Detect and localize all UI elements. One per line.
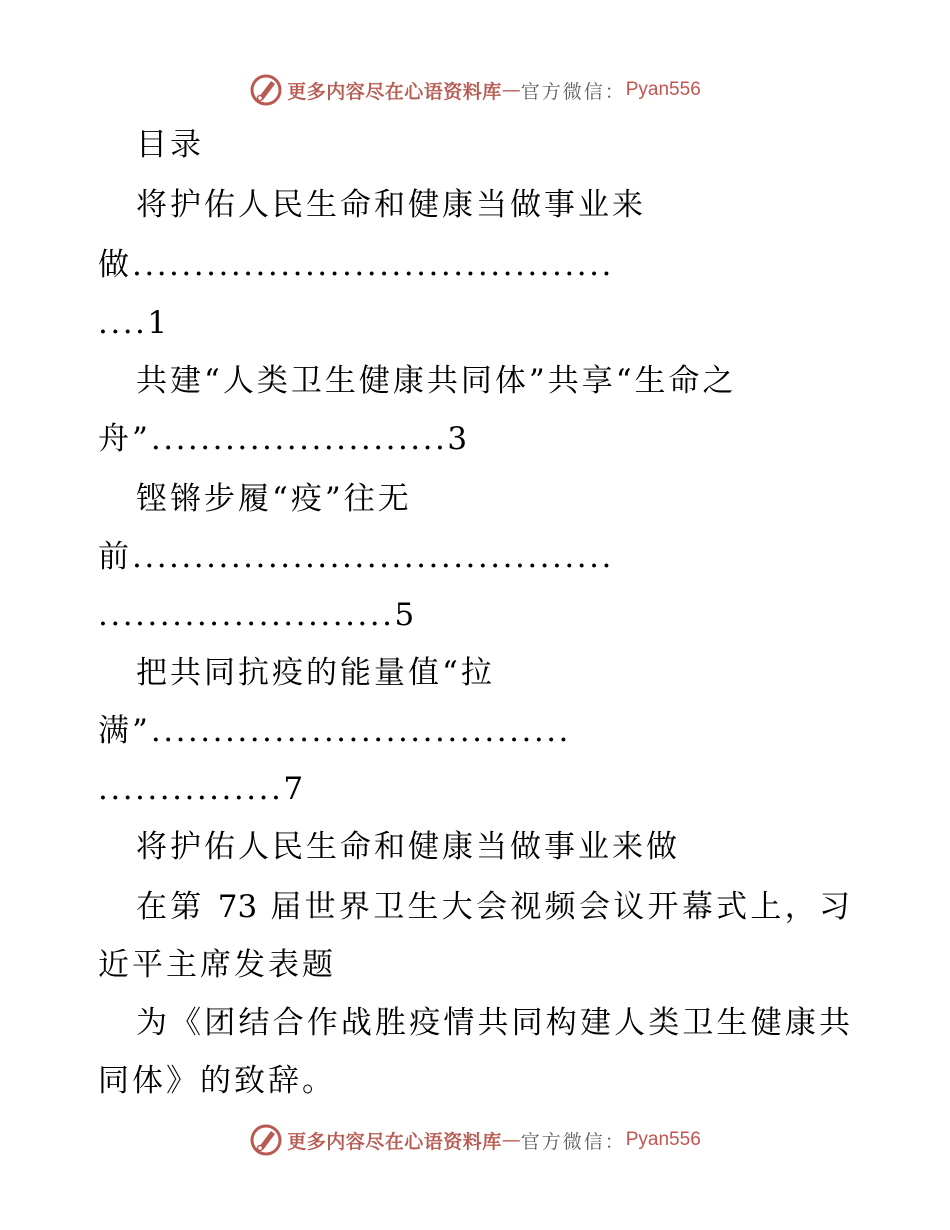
toc-leader-dots: ....................................... (132, 539, 614, 575)
toc-leader-dots: .... (98, 305, 148, 341)
banner-sub-text: 官方微信： (520, 1130, 626, 1153)
toc-entry-4-title: 把共同抗疫的能量值“拉 (136, 655, 495, 691)
banner-sub-text: 官方微信： (520, 80, 626, 103)
toc-entry-4-page-line (98, 764, 306, 814)
toc-leader-dots: ........................ (98, 597, 395, 633)
toc-entry-3-page: 5 (394, 597, 418, 633)
toc-entry-1-cont (98, 240, 614, 290)
toc-entry-1-title: 将护佑人民生命和健康当做事业来 (136, 187, 646, 223)
toc-entry-2-cont-text: 舟” (98, 421, 151, 457)
toc-leader-dots: ....................................... (132, 247, 614, 283)
banner-main-text: 更多内容尽在心语资料库 (287, 1130, 502, 1153)
pen-logo-icon (249, 1123, 283, 1157)
toc-entry-2-page: 3 (447, 421, 471, 457)
pen-logo-icon (249, 73, 283, 107)
toc-heading: 目录 (136, 127, 204, 163)
banner-dash: — (501, 79, 521, 101)
paragraph-2-line-2: 同体》的致辞。 (98, 1063, 336, 1099)
header-banner (0, 70, 950, 110)
toc-entry-1-page-line (98, 298, 170, 348)
toc-leader-dots: ........................ (150, 421, 448, 457)
toc-leader-dots: .................................. (150, 713, 571, 749)
banner-wechat-id: Pyan556 (625, 79, 701, 100)
section-heading: 将护佑人民生命和健康当做事业来做 (136, 829, 680, 865)
toc-entry-3-page-line (98, 590, 417, 640)
toc-entry-3-title: 铿锵步履“疫”往无 (136, 481, 412, 517)
toc-entry-4-cont-text: 满” (98, 713, 151, 749)
toc-entry-4-cont (98, 706, 571, 756)
paragraph-1-line-1: 在第 73 届世界卫生大会视频会议开幕式上，习 (136, 889, 850, 925)
toc-entry-1-page: 1 (147, 305, 171, 341)
paragraph-1-line-2: 近平主席发表题 (98, 947, 336, 983)
paragraph-2-line-1: 为《团结合作战胜疫情共同构建人类卫生健康共 (136, 1005, 850, 1041)
toc-entry-3-cont (98, 532, 614, 582)
toc-entry-2-title: 共建“人类卫生健康共同体”共享“生命之 (136, 363, 737, 399)
toc-entry-3-cont-text: 前 (98, 539, 132, 575)
footer-banner (0, 1120, 950, 1160)
toc-entry-1-cont-text: 做 (98, 247, 132, 283)
toc-entry-2-cont (98, 414, 470, 464)
banner-main-text: 更多内容尽在心语资料库 (287, 80, 502, 103)
banner-wechat-id: Pyan556 (625, 1129, 701, 1150)
banner-dash: — (501, 1129, 521, 1151)
toc-leader-dots: ............... (98, 771, 284, 807)
toc-entry-4-page: 7 (283, 771, 307, 807)
